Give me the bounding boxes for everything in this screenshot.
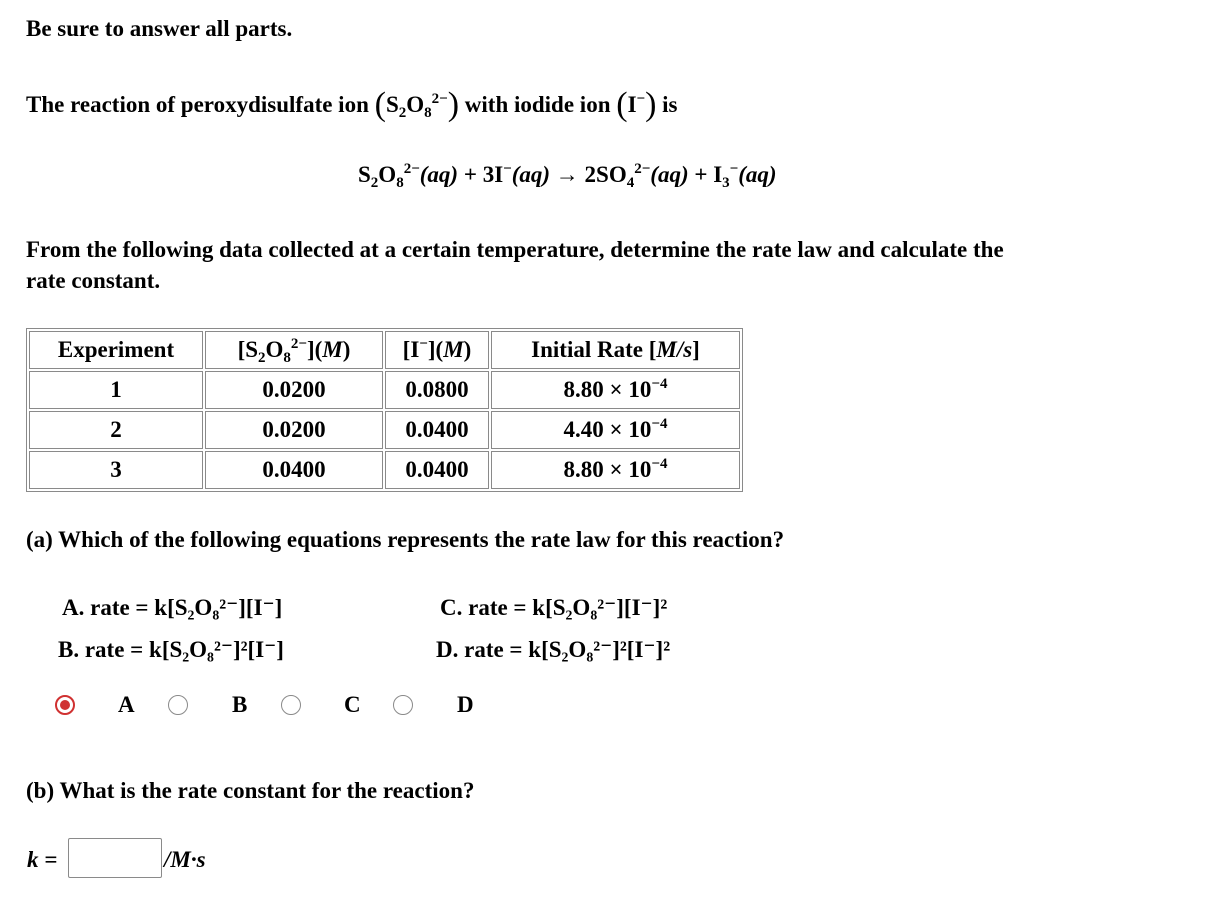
table-row [29, 371, 740, 409]
cell-s2o8: 0.0200 [205, 371, 383, 409]
header-experiment: Experiment [29, 331, 203, 369]
cell-s2o8: 0.0200 [205, 411, 383, 449]
intro-text-1: The reaction of peroxydisulfate ion [26, 92, 369, 117]
table-row [29, 451, 740, 489]
option-b-text: B. rate = k[S₂O₈²⁻]²[I⁻] [58, 637, 284, 662]
intro-sentence: The reaction of peroxydisulfate ion $(S_2O_8^{2-})$ with iodide ion (I−) is [26, 86, 678, 123]
radio-b-label[interactable]: B [232, 692, 248, 717]
cell-s2o8: 0.0400 [205, 451, 383, 489]
intro-text-3: is [662, 92, 678, 117]
radio-a[interactable] [55, 695, 75, 715]
header-s2o8: $[S_2O_8^{2-}](M)$ [205, 331, 383, 369]
cell-experiment: 2 [29, 411, 203, 449]
radio-c-label[interactable]: C [344, 692, 361, 717]
table-row [29, 411, 740, 449]
cell-experiment: 1 [29, 371, 203, 409]
rate-data-table [26, 328, 743, 492]
prompt-line-2: rate constant. [26, 268, 161, 293]
chemical-equation: $S_2O_8^{2-}(aq) + 3I^-(aq) \to 2SO_4^{2-}(aq) + I_3^-(aq)$ [358, 161, 777, 191]
cell-rate: $8.80 \times 10^{-4}$ [491, 371, 740, 409]
cell-experiment: 3 [29, 451, 203, 489]
part-b-question: (b) What is the rate constant for the reaction? [26, 778, 475, 803]
prompt-line-1: From the following data collected at a certain temperature, determine the rate law and calculate the [26, 237, 1004, 262]
radio-a-label[interactable]: A [118, 692, 135, 717]
cell-rate: $4.40 \times 10^{-4}$ [491, 411, 740, 449]
part-a-question: (a) Which of the following equations represents the rate law for this reaction? [26, 527, 785, 552]
radio-b[interactable] [168, 695, 188, 715]
cell-iodide: 0.0400 [385, 451, 489, 489]
header-initial-rate: Initial Rate [M/s] [491, 331, 740, 369]
cell-iodide: 0.0400 [385, 411, 489, 449]
rate-constant-unit: /M·s [164, 847, 206, 872]
header-iodide: [I−](M) [385, 331, 489, 369]
radio-d[interactable] [393, 695, 413, 715]
option-a-text: A. rate = k[S₂O₈²⁻][I⁻] [62, 595, 283, 620]
table-header-row [29, 331, 740, 369]
k-label: k = [27, 847, 58, 872]
instruction-text: Be sure to answer all parts. [26, 16, 293, 41]
option-c-text: C. rate = k[S₂O₈²⁻][I⁻]² [440, 595, 668, 620]
intro-text-2: with iodide ion [464, 92, 611, 117]
rate-constant-input[interactable] [68, 838, 162, 878]
option-d-text: D. rate = k[S₂O₈²⁻]²[I⁻]² [436, 637, 671, 662]
radio-d-label[interactable]: D [457, 692, 474, 717]
cell-iodide: 0.0800 [385, 371, 489, 409]
cell-rate: $8.80 \times 10^{-4}$ [491, 451, 740, 489]
radio-c[interactable] [281, 695, 301, 715]
